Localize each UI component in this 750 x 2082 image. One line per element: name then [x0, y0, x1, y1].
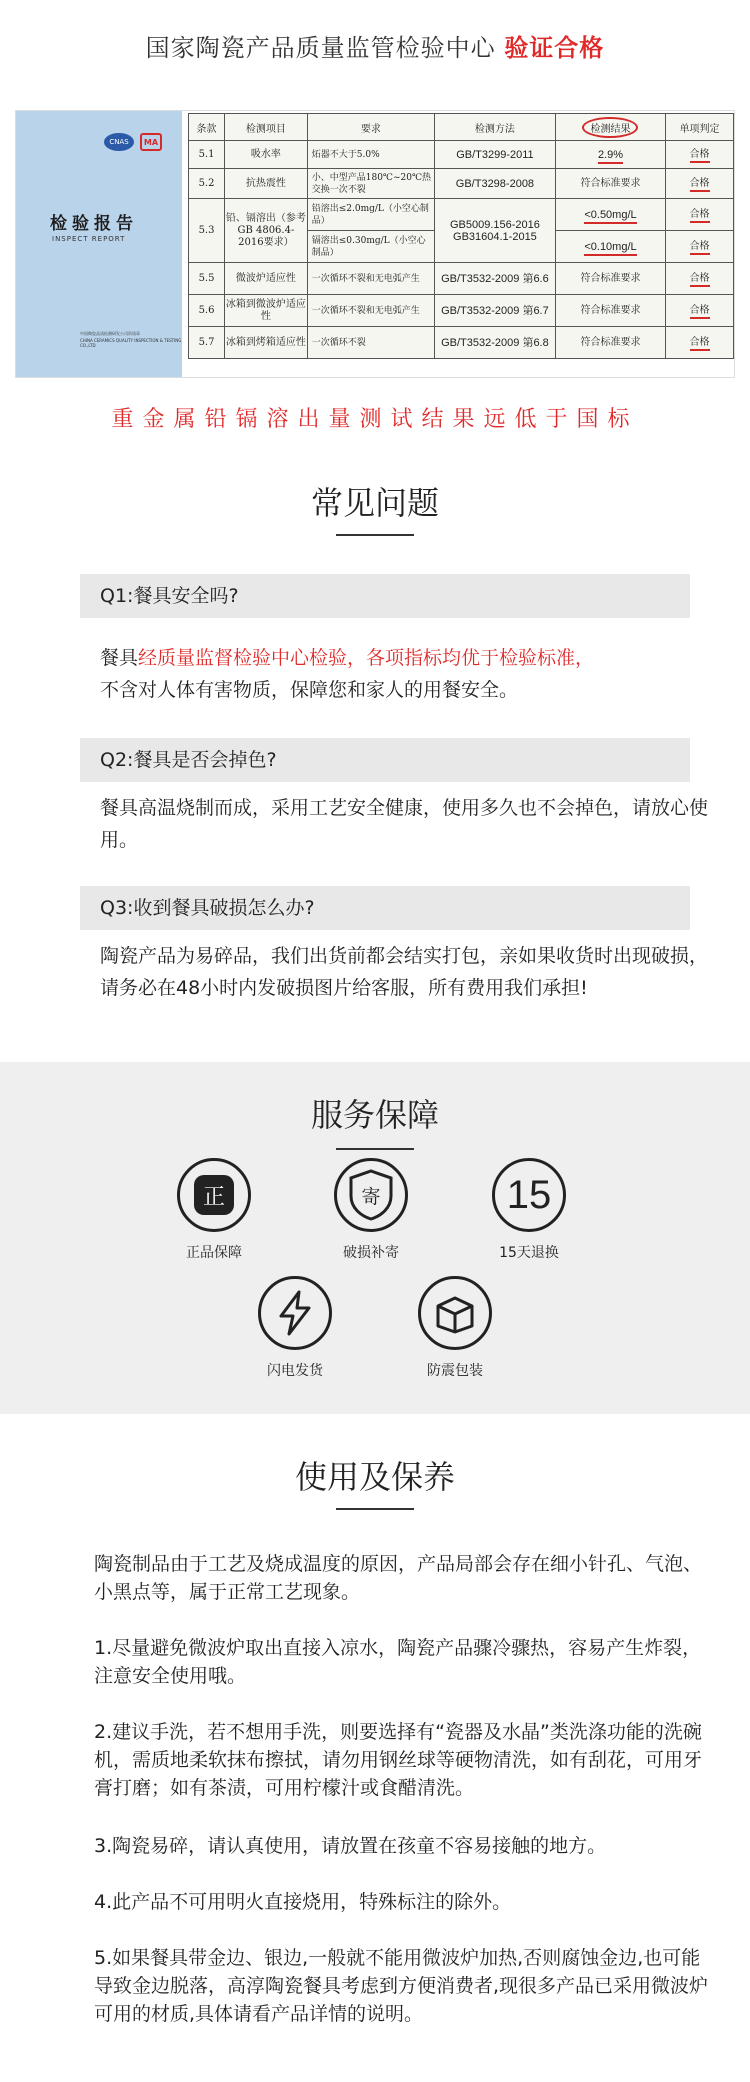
- row-clause: 5.7: [189, 327, 225, 359]
- row-result: 符合标准要求: [555, 327, 665, 359]
- report-table: [188, 113, 734, 359]
- row-clause: 5.1: [189, 141, 225, 169]
- report-cover-subtitle: INSPECT REPORT: [52, 235, 126, 243]
- service-genuine-label: 正品保障: [186, 1245, 242, 1261]
- row-clause: 5.5: [189, 263, 225, 295]
- service-title: 服务保障: [310, 1096, 439, 1134]
- row-method: GB/T3532-2009 第6.8: [434, 327, 555, 359]
- fifteen-days-icon: 15: [492, 1158, 566, 1232]
- row-method-lead: GB5009.156-2016: [449, 218, 540, 231]
- row-item: 冰箱到烤箱适应性: [225, 327, 308, 359]
- usage-point-2: 2.建议手洗，若不想用手洗，则要选择有“瓷器及水晶”类洗涤功能的洗碗机，需质地柔软抹布擦拭，请勿用钢丝球等硬物清洗，如有刮花，可用牙膏打磨；如有茶渍，可用柠檬汁或食醋清洗。: [94, 1721, 703, 1799]
- table-row: [189, 263, 734, 295]
- row-method-cadmium: GB31604.1-2015: [453, 230, 537, 243]
- row-result: 符合标准要求: [555, 169, 665, 199]
- service-shockproof-packing-label: 防震包装: [427, 1363, 483, 1379]
- row-item: 吸水率: [225, 141, 308, 169]
- header-highlight: 验证合格: [504, 34, 605, 62]
- table-row: [189, 141, 734, 169]
- faq-answer-1: [100, 642, 720, 706]
- row-item: 铅、镉溶出（参考GB 4806.4-2016要求）: [225, 199, 308, 263]
- row-item: 冰箱到微波炉适应性: [225, 295, 308, 327]
- row-verdict: 合格: [666, 327, 734, 359]
- faq-answer-2: 餐具高温烧制而成，采用工艺安全健康，使用多久也不会掉色，请放心使用。: [100, 797, 709, 851]
- faq-answer-1-highlight: 经质量监督检验中心检验，各项指标均优于检验标准，: [138, 647, 595, 669]
- row-requirement-cadmium: 镉溶出≤0.30mg/L（小空心制品）: [307, 231, 434, 263]
- row-clause: 5.2: [189, 169, 225, 199]
- col-verdict: 单项判定: [666, 114, 734, 141]
- row-requirement-lead: 铅溶出≤2.0mg/L（小空心制品）: [307, 199, 434, 231]
- service-damage-resend-label: 破损补寄: [343, 1245, 399, 1261]
- row-result-cadmium: <0.10mg/L: [555, 231, 665, 263]
- faq-title: 常见问题: [310, 484, 439, 522]
- row-verdict-cadmium: 合格: [666, 231, 734, 263]
- faq-answer-3: 陶瓷产品为易碎品，我们出货前都会结实打包，亲如果收货时出现破损，请务必在48小时内发破损图片给客服，所有费用我们承担!: [100, 945, 709, 999]
- col-result: 检测结果: [555, 114, 665, 141]
- page-header: [0, 28, 750, 63]
- service-shockproof-packing: [400, 1276, 510, 1380]
- usage-point-3: 3.陶瓷易碎，请认真使用，请放置在孩童不容易接触的地方。: [94, 1835, 607, 1857]
- usage-intro: 陶瓷制品由于工艺及烧成温度的原因，产品局部会存在细小针孔、气泡、小黑点等，属于正常工艺现象。: [94, 1553, 703, 1603]
- service-genuine: [159, 1158, 269, 1262]
- table-row: [189, 295, 734, 327]
- row-result: 2.9%: [555, 141, 665, 169]
- report-cover-footer-cn: 中国陶瓷品质检测研发公司资质章: [80, 331, 140, 336]
- row-verdict: 合格: [666, 263, 734, 295]
- row-verdict-lead: 合格: [666, 199, 734, 231]
- row-method: GB/T3299-2011: [434, 141, 555, 169]
- row-item: 抗热震性: [225, 169, 308, 199]
- report-cover: [16, 111, 182, 378]
- inspection-report: [15, 110, 735, 378]
- col-requirement: 要求: [307, 114, 434, 141]
- col-item: 检测项目: [225, 114, 308, 141]
- table-row: [189, 327, 734, 359]
- cnas-logo: CNAS: [104, 133, 134, 151]
- report-logos: [104, 133, 162, 151]
- faq-title-divider: [336, 534, 414, 536]
- row-method: [434, 199, 555, 263]
- genuine-icon: 正: [177, 1158, 251, 1232]
- service-damage-resend: [316, 1158, 426, 1262]
- row-method: GB/T3298-2008: [434, 169, 555, 199]
- row-verdict: 合格: [666, 169, 734, 199]
- service-title-divider: [336, 1148, 414, 1150]
- row-method: GB/T3532-2009 第6.6: [434, 263, 555, 295]
- row-method: GB/T3532-2009 第6.7: [434, 295, 555, 327]
- faq-question-1: Q1:餐具安全吗?: [80, 574, 690, 618]
- row-requirement: 炻器不大于5.0%: [307, 141, 434, 169]
- service-15day-return-label: 15天退换: [499, 1245, 559, 1261]
- usage-title: 使用及保养: [294, 1458, 455, 1496]
- row-verdict: 合格: [666, 295, 734, 327]
- table-row: [189, 199, 734, 231]
- service-section: [0, 1062, 750, 1414]
- row-result: 符合标准要求: [555, 295, 665, 327]
- table-header-row: [189, 114, 734, 141]
- row-result-lead: <0.50mg/L: [555, 199, 665, 231]
- row-clause: 5.3: [189, 199, 225, 263]
- usage-point-4: 4.此产品不可用明火直接烧用，特殊标注的除外。: [94, 1891, 512, 1913]
- row-requirement: 一次循环不裂: [307, 327, 434, 359]
- row-verdict: 合格: [666, 141, 734, 169]
- row-result: 符合标准要求: [555, 263, 665, 295]
- col-clause: 条款: [189, 114, 225, 141]
- usage-point-5: 5.如果餐具带金边、银边,一般就不能用微波炉加热,否则腐蚀金边,也可能导致金边脱落，高淳陶瓷餐具考虑到方便消费者,现很多产品已采用微波炉可用的材质,具体请看产品详情的说明。: [94, 1947, 709, 2025]
- header-title: 国家陶瓷产品质量监管检验中心: [145, 34, 496, 62]
- service-15day-return: [474, 1158, 584, 1262]
- table-row: [189, 169, 734, 199]
- report-cover-footer-en: CHINA CERAMICS QUALITY INSPECTION & TESTING CO.,LTD: [80, 338, 182, 348]
- report-note: 重金属铅镉溶出量测试结果远低于国标: [111, 407, 639, 432]
- report-cover-title: 检验报告: [50, 214, 138, 234]
- row-requirement: 一次循环不裂和无电弧产生: [307, 263, 434, 295]
- row-clause: 5.6: [189, 295, 225, 327]
- col-method: 检测方法: [434, 114, 555, 141]
- row-requirement: 小、中型产品180℃~20℃热交换一次不裂: [307, 169, 434, 199]
- service-fast-shipping-label: 闪电发货: [267, 1363, 323, 1379]
- service-fast-shipping: [240, 1276, 350, 1380]
- row-item: 微波炉适应性: [225, 263, 308, 295]
- shield-icon: 寄: [334, 1158, 408, 1232]
- faq-question-3: Q3:收到餐具破损怎么办?: [80, 886, 690, 930]
- usage-point-1: 1.尽量避免微波炉取出直接入凉水，陶瓷产品骤冷骤热，容易产生炸裂，注意安全使用哦。: [94, 1637, 702, 1687]
- faq-question-2: Q2:餐具是否会掉色?: [80, 738, 690, 782]
- lightning-icon: [258, 1276, 332, 1350]
- box-icon: [418, 1276, 492, 1350]
- row-requirement: 一次循环不裂和无电弧产生: [307, 295, 434, 327]
- faq-answer-1-rest: 不含对人体有害物质，保障您和家人的用餐安全。: [100, 679, 519, 701]
- faq-answer-1-prefix: 餐具: [100, 647, 139, 669]
- ma-logo: MA: [140, 133, 162, 151]
- usage-title-divider: [336, 1508, 414, 1510]
